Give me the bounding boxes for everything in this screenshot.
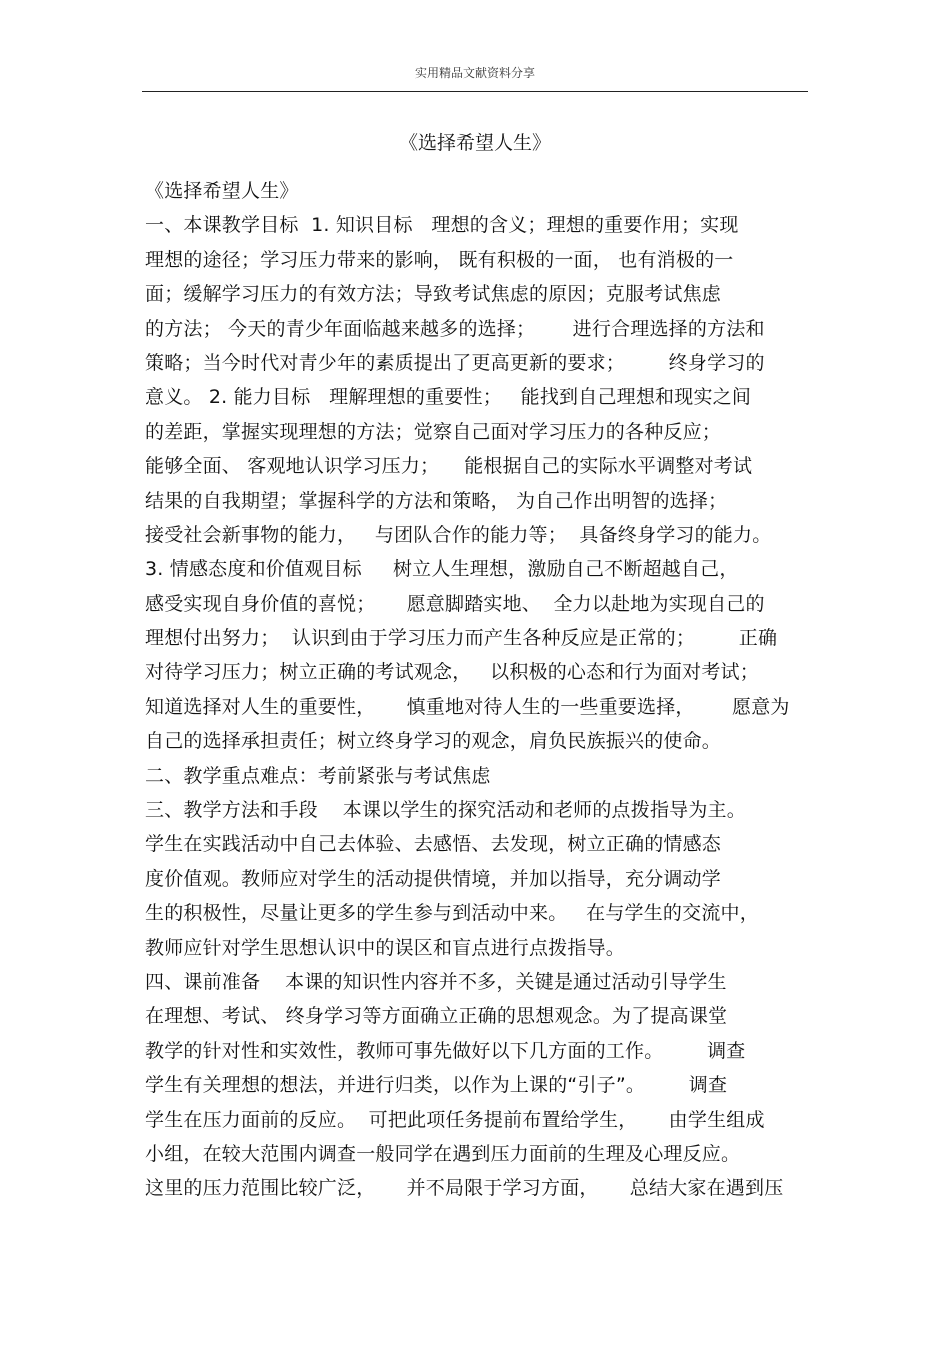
text-line: 学生在压力面前的反应。 可把此项任务提前布置给学生， 由学生组成	[145, 1108, 765, 1131]
text-line: 小组，在较大范围内调查一般同学在遇到压力面前的生理及心理反应。	[145, 1142, 741, 1165]
text-line: 意义。 2. 能力目标 理解理想的重要性； 能找到自己理想和现实之间	[145, 386, 752, 409]
text-line: 知道选择对人生的重要性， 慎重地对待人生的一些重要选择， 愿意为	[145, 695, 790, 718]
text-line: 感受实现自身价值的喜悦； 愿意脚踏实地、 全力以赴地为实现自己的	[145, 592, 765, 615]
text-line: 度价值观。教师应对学生的活动提供情境，并加以指导，充分调动学	[145, 867, 722, 890]
text-line: 这里的压力范围比较广泛， 并不局限于学习方面， 总结大家在遇到压	[145, 1177, 784, 1200]
text-line: 接受社会新事物的能力， 与团队合作的能力等； 具备终身学习的能力。	[145, 523, 772, 546]
text-line: 教学的针对性和实效性，教师可事先做好以下几方面的工作。 调查	[145, 1039, 746, 1062]
text-line: 的差距，掌握实现理想的方法；觉察自己面对学习压力的各种反应；	[145, 420, 722, 443]
text-line: 三、教学方法和手段 本课以学生的探究活动和老师的点拨指导为主。	[145, 799, 746, 822]
text-line: 《选择希望人生》	[145, 180, 299, 202]
text-line: 理想付出努力； 认识到由于学习压力而产生各种反应是正常的； 正确	[145, 627, 778, 650]
page-header: 实用精品文献资料分享	[414, 66, 535, 80]
body-text	[145, 174, 825, 1206]
text-line: 学生在实践活动中自己去体验、去感悟、去发现，树立正确的情感态	[145, 833, 722, 856]
text-line: 四、课前准备 本课的知识性内容并不多，关键是通过活动引导学生	[145, 970, 727, 993]
text-line: 的方法； 今天的青少年面临越来越多的选择； 进行合理选择的方法和	[145, 317, 765, 340]
text-line: 结果的自我期望；掌握科学的方法和策略， 为自己作出明智的选择；	[145, 489, 728, 512]
text-line: 一、本课教学目标 1. 知识目标 理想的含义；理想的重要作用；实现	[145, 214, 739, 237]
text-line: 在理想、考试、 终身学习等方面确立正确的思想观念。为了提高课堂	[145, 1005, 728, 1028]
text-line: 能够全面、 客观地认识学习压力； 能根据自己的实际水平调整对考试	[145, 455, 753, 478]
header-rule	[142, 91, 808, 92]
text-line: 学生有关理想的想法，并进行归类，以作为上课的“引子”。 调查	[145, 1074, 728, 1097]
document-title: 《选择希望人生》	[398, 132, 551, 154]
text-line: 自己的选择承担责任；树立终身学习的观念，肩负民族振兴的使命。	[145, 730, 722, 753]
text-line: 面；缓解学习压力的有效方法；导致考试焦虑的原因；克服考试焦虑	[145, 283, 722, 306]
text-line: 二、教学重点难点：考前紧张与考试焦虑	[145, 764, 491, 787]
text-line: 教师应针对学生思想认识中的误区和盲点进行点拨指导。	[145, 936, 626, 959]
text-line: 理想的途径；学习压力带来的影响， 既有积极的一面， 也有消极的一	[145, 248, 734, 271]
text-line: 策略；当今时代对青少年的素质提出了更高更新的要求； 终身学习的	[145, 351, 765, 374]
text-line: 3. 情感态度和价值观目标 树立人生理想，激励自己不断超越自己，	[145, 558, 739, 581]
text-line: 生的积极性，尽量让更多的学生参与到活动中来。 在与学生的交流中，	[145, 902, 759, 925]
text-line: 对待学习压力；树立正确的考试观念， 以积极的心态和行为面对考试；	[145, 661, 759, 684]
